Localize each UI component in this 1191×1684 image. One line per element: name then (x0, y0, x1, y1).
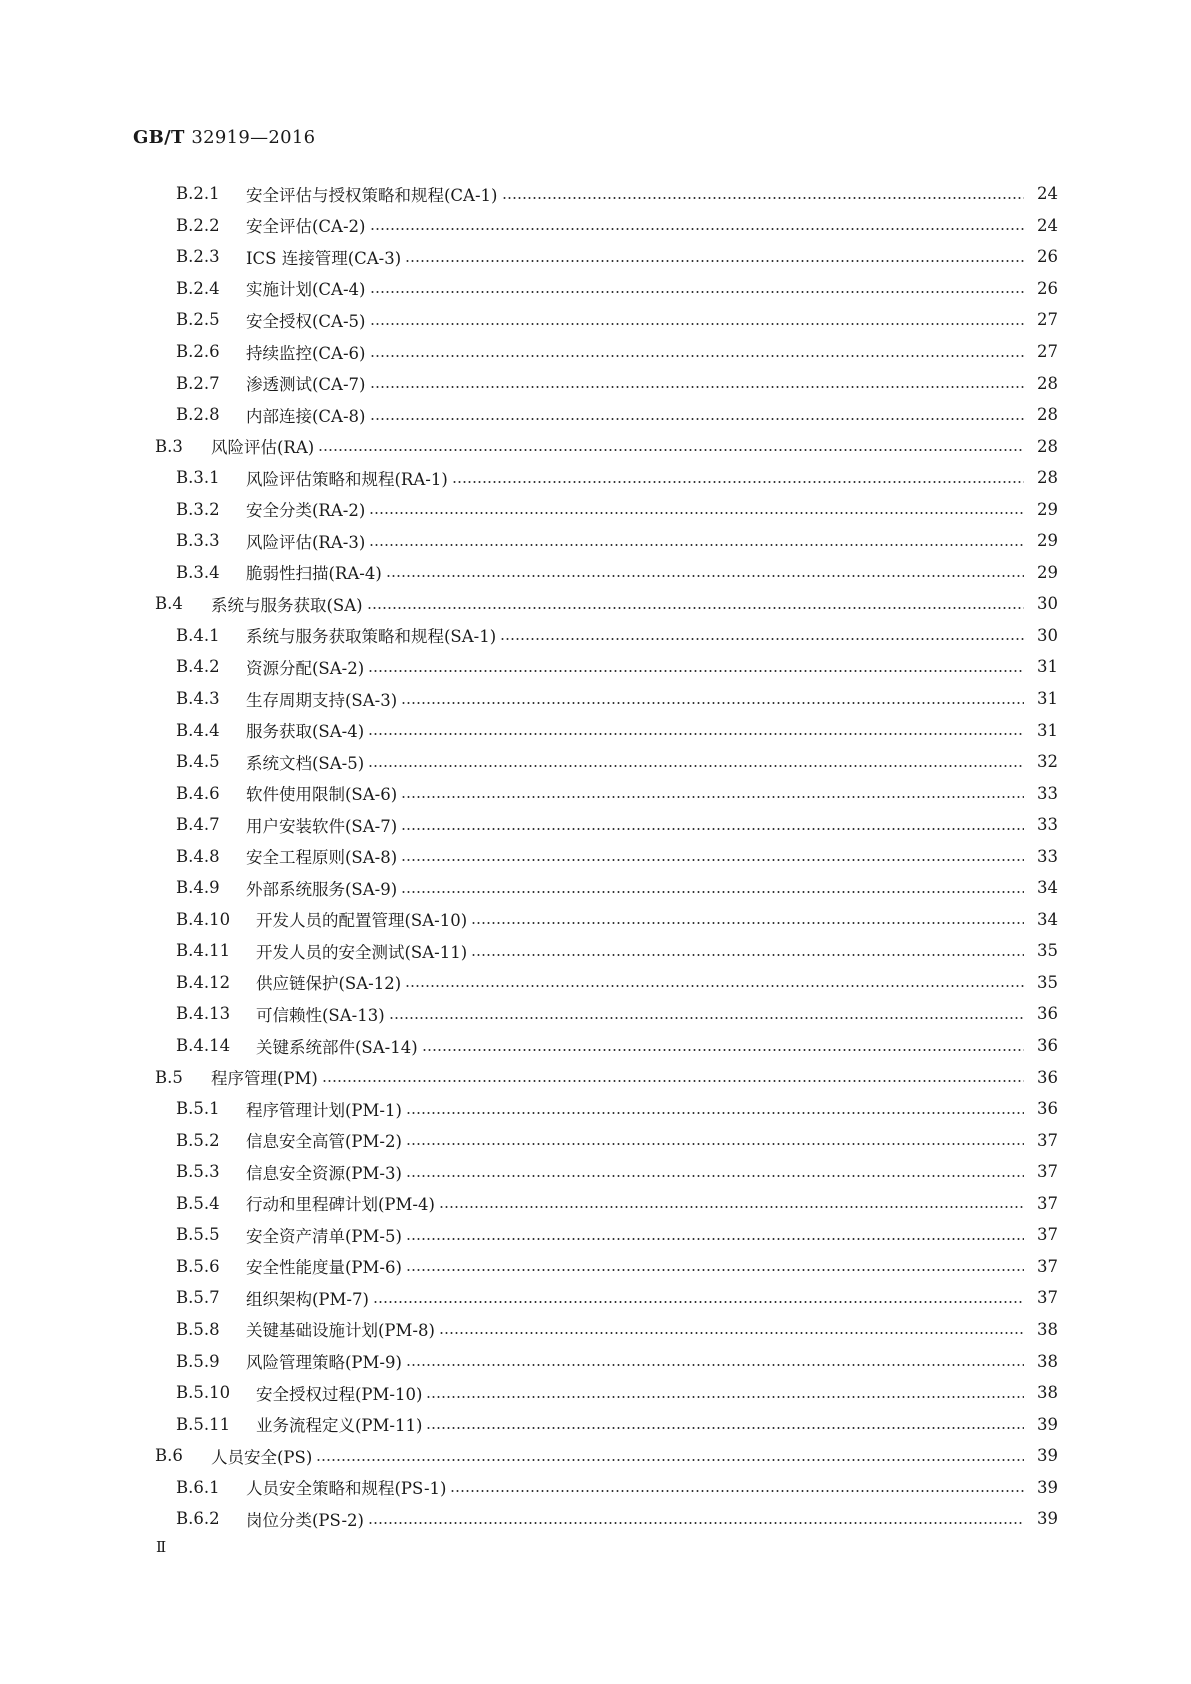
toc-entry-number: B.4 (155, 594, 183, 614)
toc-dot-leader (367, 607, 1024, 609)
toc-dot-leader (406, 1269, 1024, 1271)
toc-dot-leader (368, 765, 1024, 767)
toc-entry-title: 外部系统服务(SA-9) (246, 879, 398, 899)
toc-entry-number: B.2.2 (176, 215, 220, 235)
toc-entry-number: B.4.5 (176, 752, 220, 772)
toc-entry-page: 24 (1037, 184, 1058, 204)
toc-entry[interactable] (0, 872, 1191, 904)
toc-entry[interactable] (0, 273, 1191, 305)
toc-entry-number: B.3.2 (176, 499, 220, 519)
toc-entry[interactable] (0, 1282, 1191, 1314)
toc-entry-number: B.3.3 (176, 531, 220, 551)
toc-entry-title: 风险评估策略和规程(RA-1) (246, 469, 448, 489)
toc-entry[interactable] (0, 399, 1191, 431)
toc-entry-number: B.2.8 (176, 405, 220, 425)
toc-entry-number: B.2.1 (176, 184, 220, 204)
toc-dot-leader (368, 1522, 1024, 1524)
toc-entry-title: 关键基础设施计划(PM-8) (246, 1321, 435, 1341)
toc-entry-page: 38 (1037, 1351, 1058, 1371)
toc-entry-page: 39 (1037, 1477, 1058, 1497)
toc-entry-page: 37 (1037, 1162, 1058, 1182)
toc-entry-page: 29 (1037, 562, 1058, 582)
toc-entry-title: 系统与服务获取策略和规程(SA-1) (246, 627, 497, 647)
toc-entry[interactable] (0, 462, 1191, 494)
toc-entry-title: 生存周期支持(SA-3) (246, 690, 398, 710)
toc-entry-number: B.2.5 (176, 310, 220, 330)
toc-entry-title: 软件使用限制(SA-6) (246, 785, 398, 805)
toc-entry-page: 28 (1037, 405, 1058, 425)
toc-entry-number: B.6.2 (176, 1509, 220, 1529)
toc-dot-leader (471, 922, 1024, 924)
toc-entry-page: 34 (1037, 909, 1058, 929)
toc-entry-title: 可信赖性(SA-13) (256, 1005, 385, 1025)
toc-entry-title: 业务流程定义(PM-11) (256, 1416, 423, 1436)
toc-dot-leader (370, 323, 1025, 325)
toc-entry-page: 31 (1037, 657, 1058, 677)
toc-entry-title: 信息安全高管(PM-2) (246, 1132, 402, 1152)
toc-entry-title: 风险管理策略(PM-9) (246, 1353, 402, 1372)
toc-entry-title: 风险评估(RA) (211, 438, 315, 458)
toc-dot-leader (452, 481, 1024, 483)
table-of-contents (0, 178, 1191, 1535)
toc-entry-page: 36 (1037, 1036, 1058, 1056)
toc-entry-title: 供应链保护(SA-12) (256, 974, 402, 994)
toc-entry[interactable] (0, 304, 1191, 336)
toc-entry[interactable] (0, 1471, 1191, 1503)
toc-entry-number: B.4.8 (176, 846, 220, 866)
toc-entry-title: 安全工程原则(SA-8) (246, 848, 398, 868)
toc-entry-title: 安全性能度量(PM-6) (246, 1258, 402, 1278)
toc-entry[interactable] (0, 1251, 1191, 1283)
toc-entry[interactable] (0, 210, 1191, 242)
toc-entry[interactable] (0, 1124, 1191, 1156)
toc-dot-leader (369, 512, 1024, 514)
toc-entry-number: B.5.6 (176, 1256, 220, 1276)
toc-entry[interactable] (0, 241, 1191, 273)
toc-entry-page: 26 (1037, 278, 1058, 298)
toc-dot-leader (373, 1301, 1024, 1303)
toc-entry-title: 组织架构(PM-7) (246, 1289, 369, 1309)
toc-entry[interactable] (0, 620, 1191, 652)
toc-entry-number: B.4.3 (176, 689, 220, 709)
toc-entry-page: 36 (1037, 1004, 1058, 1024)
toc-entry[interactable] (0, 1219, 1191, 1251)
toc-entry-title: 安全授权(CA-5) (246, 311, 366, 331)
toc-entry[interactable] (0, 651, 1191, 683)
toc-entry[interactable] (0, 967, 1191, 999)
toc-entry[interactable] (0, 1440, 1191, 1472)
toc-entry[interactable] (0, 777, 1191, 809)
toc-entry-page: 28 (1037, 373, 1058, 393)
toc-dot-leader (370, 418, 1025, 420)
toc-entry-title: 安全评估与授权策略和规程(CA-1) (246, 185, 498, 205)
toc-entry[interactable] (0, 1156, 1191, 1188)
toc-dot-leader (401, 702, 1024, 704)
toc-dot-leader (439, 1206, 1024, 1208)
toc-entry[interactable] (0, 525, 1191, 557)
toc-entry-number: B.4.11 (176, 941, 231, 961)
toc-entry-page: 29 (1037, 531, 1058, 551)
toc-entry-number: B.5.9 (176, 1351, 220, 1371)
toc-entry-number: B.5.4 (176, 1193, 220, 1213)
toc-entry-title: 持续监控(CA-6) (246, 343, 366, 363)
toc-dot-leader (401, 796, 1024, 798)
page-number: Ⅱ (156, 1538, 167, 1556)
toc-dot-leader (406, 1112, 1024, 1114)
toc-entry-title: 渗透测试(CA-7) (246, 375, 366, 395)
toc-entry[interactable] (0, 809, 1191, 841)
toc-dot-leader (500, 638, 1024, 640)
toc-entry-page: 35 (1037, 972, 1058, 992)
toc-dot-leader (426, 1396, 1024, 1398)
toc-entry-title: 脆弱性扫描(RA-4) (246, 564, 382, 584)
toc-entry[interactable] (0, 904, 1191, 936)
toc-entry-title: 内部连接(CA-8) (246, 406, 366, 426)
toc-dot-leader (370, 228, 1025, 230)
toc-entry-number: B.3 (155, 436, 183, 456)
toc-entry[interactable] (0, 1314, 1191, 1346)
toc-entry-number: B.3.4 (176, 562, 220, 582)
toc-dot-leader (368, 733, 1024, 735)
toc-entry-page: 39 (1037, 1446, 1058, 1466)
toc-entry[interactable] (0, 1377, 1191, 1409)
toc-entry-number: B.6 (155, 1446, 183, 1466)
toc-entry-title: 行动和里程碑计划(PM-4) (246, 1195, 435, 1215)
toc-entry-page: 28 (1037, 436, 1058, 456)
toc-dot-leader (389, 1017, 1024, 1019)
toc-entry[interactable] (0, 714, 1191, 746)
toc-dot-leader (401, 859, 1024, 861)
toc-dot-leader (405, 260, 1024, 262)
toc-dot-leader (386, 575, 1024, 577)
toc-entry-number: B.2.3 (176, 247, 220, 267)
toc-entry-page: 27 (1037, 342, 1058, 361)
toc-entry-number: B.4.6 (176, 783, 220, 803)
toc-entry-page: 37 (1037, 1256, 1058, 1276)
toc-entry-title: 信息安全资源(PM-3) (246, 1163, 402, 1183)
toc-entry-page: 24 (1037, 215, 1058, 235)
toc-entry-number: B.2.4 (176, 278, 220, 298)
toc-dot-leader (401, 891, 1024, 893)
toc-dot-leader (502, 197, 1025, 199)
toc-entry-number: B.4.12 (176, 972, 231, 992)
toc-dot-leader (406, 1238, 1024, 1240)
toc-entry-number: B.4.10 (176, 909, 231, 929)
toc-entry-title: 服务获取(SA-4) (246, 722, 365, 742)
toc-entry-number: B.4.1 (176, 625, 220, 645)
toc-dot-leader (450, 1490, 1024, 1492)
toc-entry-page: 30 (1037, 594, 1058, 614)
toc-entry-title: 岗位分类(PS-2) (246, 1510, 364, 1530)
toc-dot-leader (401, 828, 1024, 830)
toc-entry-page: 36 (1037, 1099, 1058, 1119)
toc-entry[interactable] (0, 367, 1191, 399)
toc-entry-number: B.5.11 (176, 1414, 231, 1434)
toc-entry-page: 36 (1037, 1067, 1058, 1087)
toc-entry-title: 关键系统部件(SA-14) (256, 1037, 418, 1057)
toc-entry-number: B.5.3 (176, 1162, 220, 1182)
toc-entry-page: 37 (1037, 1225, 1058, 1245)
standard-header (133, 127, 315, 148)
toc-dot-leader (406, 1364, 1024, 1366)
toc-dot-leader (316, 1459, 1024, 1461)
toc-entry-page: 33 (1037, 846, 1058, 866)
toc-entry-page: 30 (1037, 625, 1058, 645)
toc-entry-page: 26 (1037, 247, 1058, 267)
toc-entry-title: 程序管理计划(PM-1) (246, 1100, 402, 1120)
toc-entry-number: B.6.1 (176, 1477, 220, 1497)
toc-entry-number: B.4.9 (176, 878, 220, 898)
toc-entry[interactable] (0, 998, 1191, 1030)
toc-entry-number: B.4.13 (176, 1004, 231, 1024)
toc-dot-leader (318, 449, 1024, 451)
toc-entry-page: 35 (1037, 941, 1058, 961)
toc-entry-page: 37 (1037, 1193, 1058, 1213)
toc-entry-title: 程序管理(PM) (211, 1069, 318, 1089)
toc-entry[interactable] (0, 683, 1191, 715)
toc-entry[interactable] (0, 1408, 1191, 1440)
toc-entry-number: B.4.7 (176, 815, 220, 835)
toc-dot-leader (322, 1080, 1024, 1082)
toc-entry-number: B.3.1 (176, 468, 220, 488)
toc-entry-page: 37 (1037, 1288, 1058, 1308)
toc-entry-number: B.5.10 (176, 1383, 231, 1403)
toc-entry-number: B.5 (155, 1067, 183, 1087)
toc-entry-page: 38 (1037, 1383, 1058, 1403)
toc-entry-title: 安全分类(RA-2) (246, 501, 366, 521)
toc-entry-page: 33 (1037, 815, 1058, 835)
toc-entry-title: 安全授权过程(PM-10) (256, 1384, 423, 1404)
toc-entry[interactable] (0, 336, 1191, 368)
toc-entry[interactable] (0, 1345, 1191, 1377)
toc-entry-title: 人员安全策略和规程(PS-1) (246, 1479, 447, 1499)
toc-entry-number: B.2.7 (176, 373, 220, 393)
toc-entry[interactable] (0, 430, 1191, 462)
toc-entry-page: 39 (1037, 1414, 1058, 1434)
toc-entry-title: 资源分配(SA-2) (246, 658, 365, 678)
toc-entry-page: 39 (1037, 1509, 1058, 1529)
toc-entry[interactable] (0, 935, 1191, 967)
toc-entry-page: 33 (1037, 783, 1058, 803)
toc-dot-leader (406, 1175, 1024, 1177)
toc-dot-leader (369, 544, 1024, 546)
toc-entry-number: B.5.8 (176, 1319, 220, 1339)
toc-entry-title: 人员安全(PS) (211, 1447, 313, 1467)
toc-entry-title: 系统与服务获取(SA) (211, 595, 363, 615)
toc-entry-number: B.4.2 (176, 657, 220, 677)
toc-entry-title: 实施计划(CA-4) (246, 280, 366, 300)
toc-entry-title: ICS 连接管理(CA-3) (246, 248, 402, 268)
toc-entry-page: 27 (1037, 310, 1058, 330)
toc-entry[interactable] (0, 493, 1191, 525)
toc-entry[interactable] (0, 1061, 1191, 1093)
toc-entry-title: 用户安装软件(SA-7) (246, 816, 398, 836)
toc-dot-leader (370, 355, 1025, 357)
toc-entry-page: 32 (1037, 752, 1058, 772)
toc-entry-title: 系统文档(SA-5) (246, 753, 365, 773)
toc-entry-number: B.4.4 (176, 720, 220, 740)
toc-entry-title: 安全评估(CA-2) (246, 217, 366, 237)
toc-entry-page: 31 (1037, 720, 1058, 740)
toc-dot-leader (406, 1143, 1024, 1145)
toc-entry-page: 28 (1037, 468, 1058, 488)
toc-dot-leader (370, 386, 1025, 388)
toc-entry[interactable] (0, 1030, 1191, 1062)
toc-entry[interactable] (0, 588, 1191, 620)
toc-dot-leader (368, 670, 1024, 672)
toc-entry-title: 安全资产清单(PM-5) (246, 1226, 402, 1246)
toc-dot-leader (471, 954, 1024, 956)
toc-entry-title: 开发人员的配置管理(SA-10) (256, 911, 468, 931)
toc-entry-page: 38 (1037, 1319, 1058, 1339)
toc-entry-number: B.5.5 (176, 1225, 220, 1245)
standard-number: 32919—2016 (191, 127, 316, 148)
toc-dot-leader (405, 985, 1024, 987)
toc-entry[interactable] (0, 1188, 1191, 1220)
toc-dot-leader (426, 1427, 1024, 1429)
toc-entry-number: B.4.14 (176, 1036, 231, 1056)
toc-entry[interactable] (0, 840, 1191, 872)
toc-dot-leader (370, 291, 1025, 293)
toc-entry-page: 37 (1037, 1130, 1058, 1150)
toc-dot-leader (422, 1049, 1024, 1051)
toc-entry[interactable] (0, 557, 1191, 589)
toc-entry[interactable] (0, 178, 1191, 210)
standard-prefix: GB/T (133, 127, 185, 148)
toc-entry-title: 风险评估(RA-3) (246, 532, 366, 552)
toc-entry-number: B.5.2 (176, 1130, 220, 1150)
toc-entry-number: B.2.6 (176, 342, 220, 361)
toc-entry[interactable] (0, 1093, 1191, 1125)
toc-entry[interactable] (0, 746, 1191, 778)
toc-entry[interactable] (0, 1503, 1191, 1535)
toc-entry-number: B.5.7 (176, 1288, 220, 1308)
toc-entry-number: B.5.1 (176, 1099, 220, 1119)
toc-entry-page: 31 (1037, 689, 1058, 709)
toc-entry-page: 34 (1037, 878, 1058, 898)
toc-dot-leader (439, 1332, 1024, 1334)
toc-entry-page: 29 (1037, 499, 1058, 519)
toc-entry-title: 开发人员的安全测试(SA-11) (256, 942, 468, 962)
